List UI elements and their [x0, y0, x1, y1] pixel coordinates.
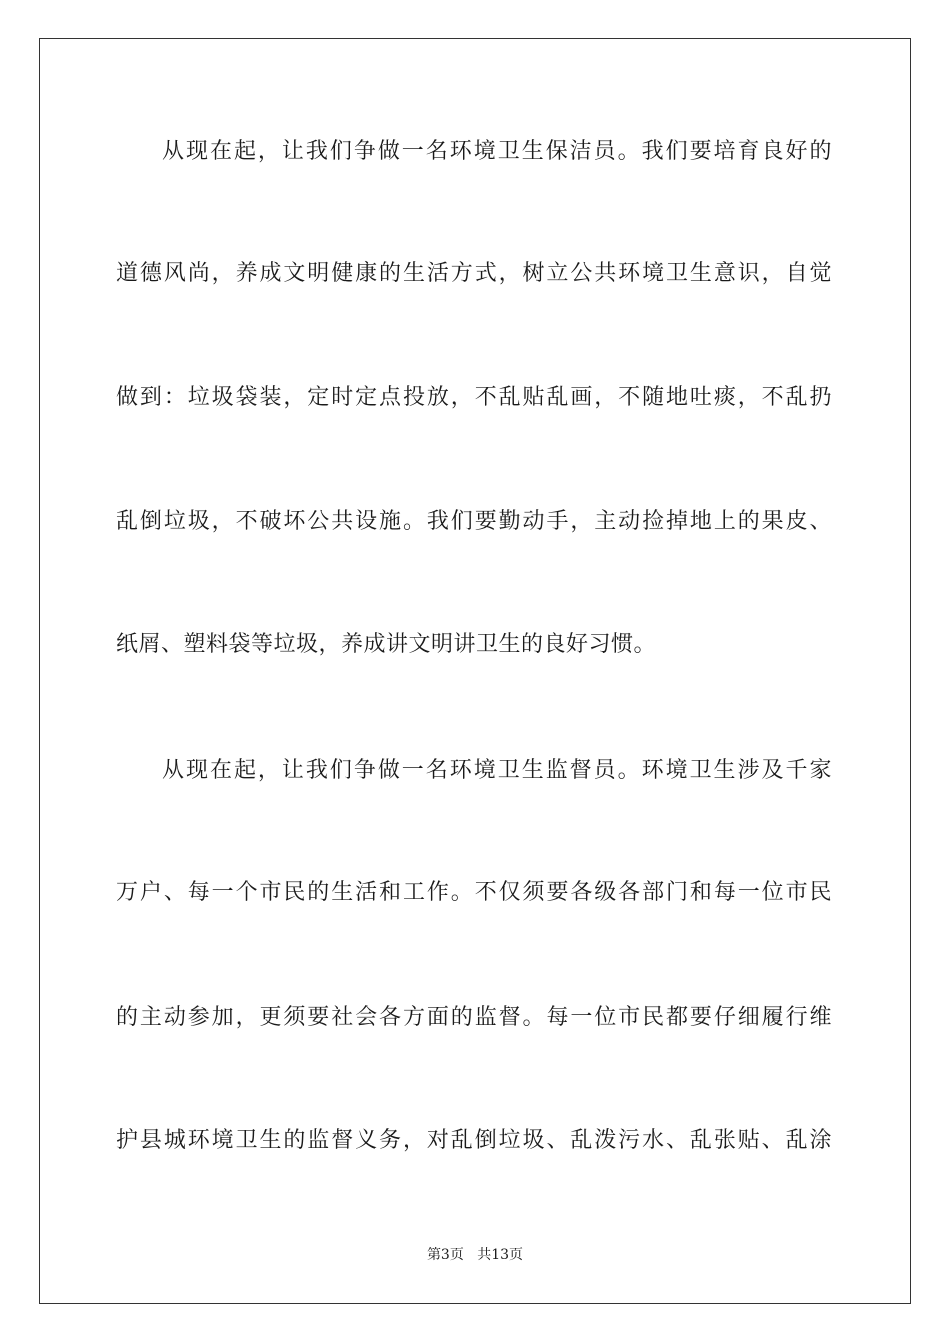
paragraph-1-line-3: 做到：垃圾袋装，定时定点投放，不乱贴乱画，不随地吐痰，不乱扔 [116, 385, 832, 410]
page-number: 第3页 [426, 1247, 464, 1263]
paragraph-2-line-3: 的主动参加，更须要社会各方面的监督。每一位市民都要仔细履行维 [116, 1005, 832, 1030]
paragraph-1-line-2: 道德风尚，养成文明健康的生活方式，树立公共环境卫生意识，自觉 [116, 261, 832, 286]
footer-gap [464, 1247, 477, 1263]
page-border [39, 38, 911, 1304]
paragraph-2-line-1: 从现在起，让我们争做一名环境卫生监督员。环境卫生涉及千家 [162, 758, 832, 783]
paragraph-1-line-5: 纸屑、塑料袋等垃圾，养成讲文明讲卫生的良好习惯。 [116, 632, 657, 657]
paragraph-1-line-1: 从现在起，让我们争做一名环境卫生保洁员。我们要培育良好的 [162, 139, 832, 164]
paragraph-2-line-2: 万户、每一个市民的生活和工作。不仅须要各级各部门和每一位市民 [116, 880, 832, 905]
paragraph-1-line-4: 乱倒垃圾，不破坏公共设施。我们要勤动手，主动捡掉地上的果皮、 [116, 509, 832, 534]
paragraph-2-line-4: 护县城环境卫生的监督义务，对乱倒垃圾、乱泼污水、乱张贴、乱涂 [116, 1128, 832, 1153]
page-total: 共13页 [477, 1247, 524, 1263]
page-footer [0, 1246, 950, 1264]
